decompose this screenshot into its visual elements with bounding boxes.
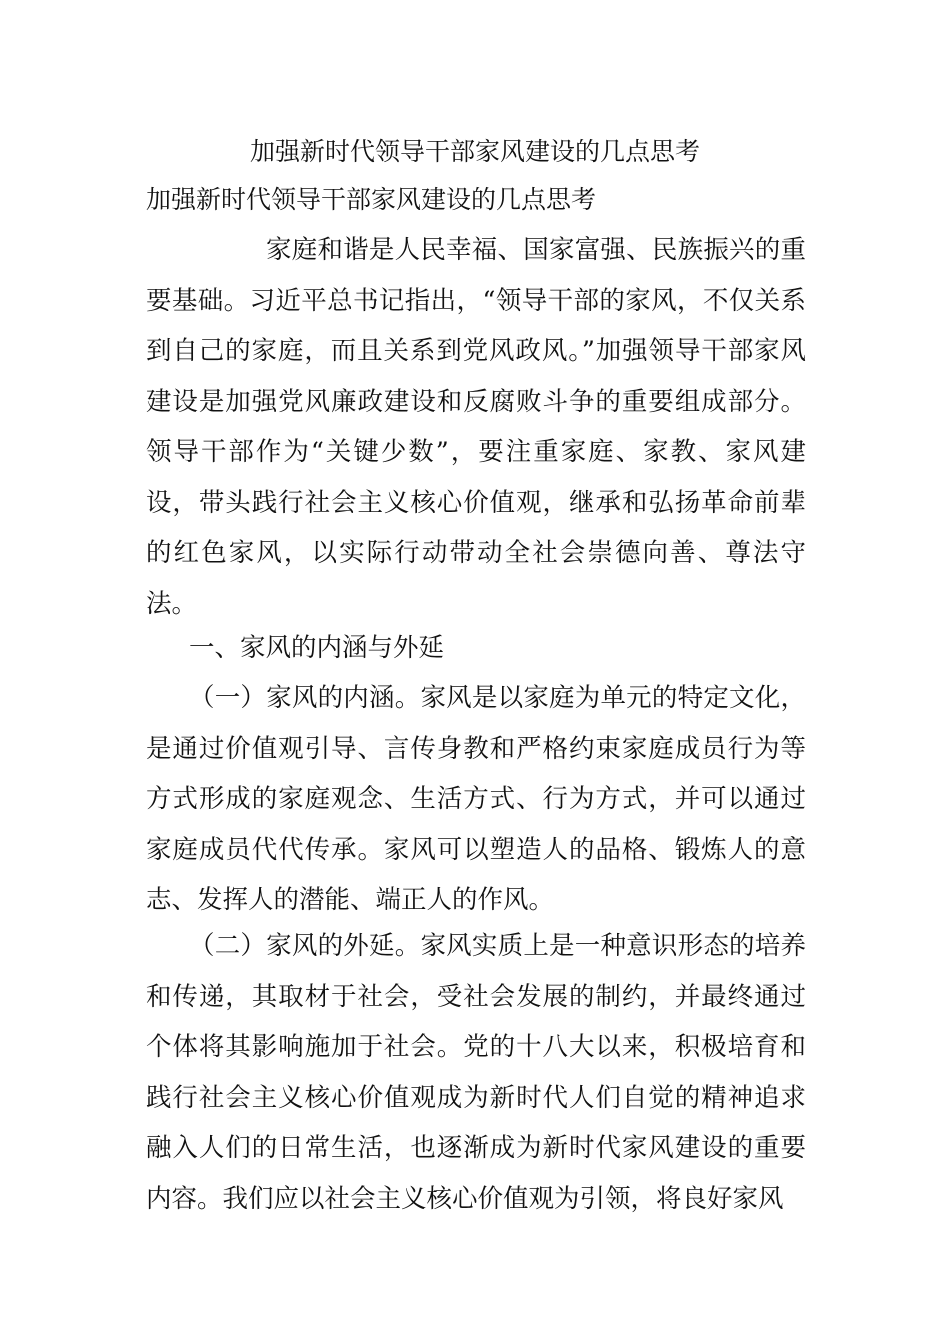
subsection-connotation-paragraph: （一）家风的内涵。家风是以家庭为单元的特定文化，是通过价值观引导、言传身教和严格约束家庭成员行为等方式形成的家庭观念、生活方式、行为方式，并可以通过家庭成员代代传承。家风可以塑造人的品格、锻炼人的意志、发挥人的潜能、端正人的作风。	[146, 683, 806, 915]
document-title-centered: 加强新时代领导干部家风建设的几点思考	[249, 137, 700, 166]
intro-paragraph: 家庭和谐是人民幸福、国家富强、民族振兴的重要基础。习近平总书记指出，“领导干部的家风，不仅关系到自己的家庭，而且关系到党风政风。”加强领导干部家风建设是加强党风廉政建设和反腐败斗争的重要组成部分。领导干部作为“关键少数”，要注重家庭、家教、家风建设，带头践行社会主义核心价值观，继承和弘扬革命前辈的红色家风，以实际行动带动全社会崇德向善、尊法守法。	[146, 235, 806, 619]
section-heading: 一、家风的内涵与外延	[189, 633, 445, 663]
document-title-repeated: 加强新时代领导干部家风建设的几点思考	[146, 185, 597, 214]
subsection-extension-paragraph: （二）家风的外延。家风实质上是一种意识形态的培养和传递，其取材于社会，受社会发展的制约，并最终通过个体将其影响施加于社会。党的十八大以来，积极培育和践行社会主义核心价值观成为新时代人们自觉的精神追求融入人们的日常生活，也逐渐成为新时代家风建设的重要内容。我们应以社会主义核心价值观为引领，将良好家风	[146, 931, 806, 1214]
